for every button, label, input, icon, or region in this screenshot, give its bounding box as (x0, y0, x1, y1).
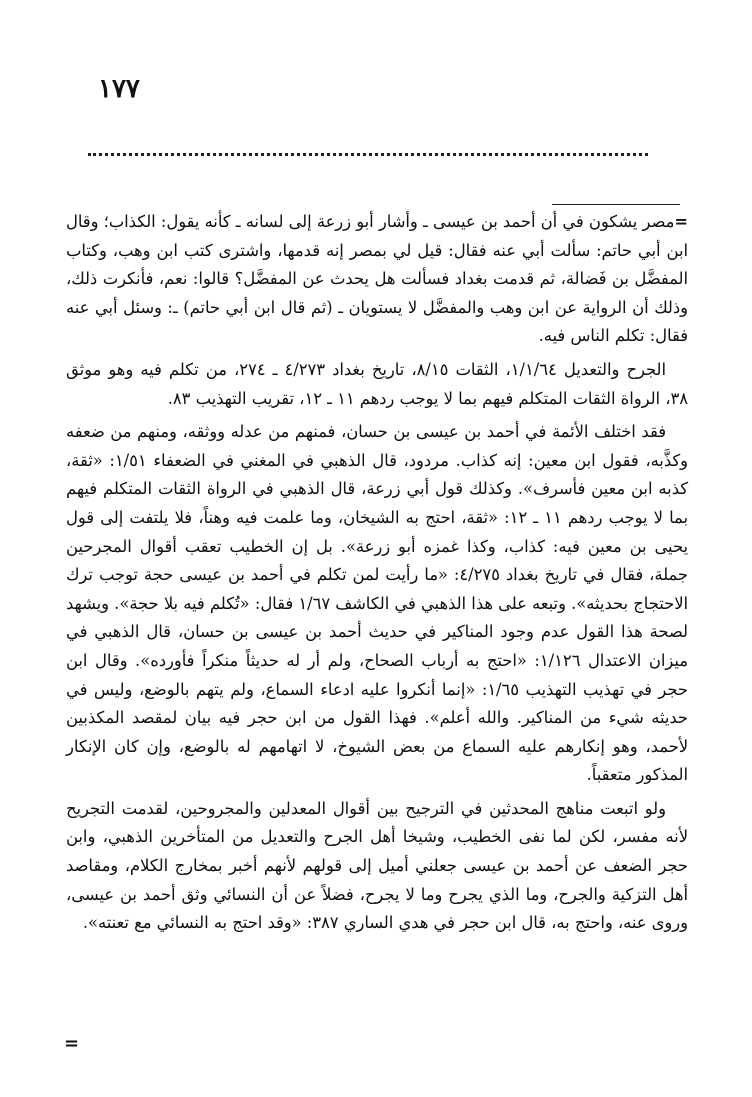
page-number: ١٧٧ (98, 74, 140, 104)
footnote-paragraph-4: ولو اتبعت مناهج المحدثين في الترجيح بين أقوال المعدلين والمجروحين، لقدمت التجريح لأنه مفسر، لكن لما نفى الخطيب، وشيخا أهل الجرح والتعديل من المتأخرين الذهبي، وابن حجر الضعف عن أحمد بن عيسى جعلني أميل إلى قولهم لأنهم أخبر بمخارج الكلام، ومقاصد أهل التزكية والجرح، وما الذي يجرح وما لا يجرح، فضلاً عن أن النسائي وثق أحمد بن عيسى، وروى عنه، واحتج به، قال ابن حجر في هدي الساري ٣٨٧: «وقد احتج به النسائي مع تعنته». (66, 798, 688, 933)
footnote-paragraph-3: فقد اختلف الأئمة في أحمد بن عيسى بن حسان، فمنهم من عدله ووثقه، ومنهم من ضعفه وكذَّبه، فقول ابن معين: إنه كذاب. مردود، قال الذهبي في المغني في الضعفاء ١/٥١: «ثقة، كذبه ابن معين فأسرف». وكذلك قول أبي زرعة، قال الذهبي في الرواة الثقات المتكلم فيهم بما لا يوجب ردهم ١١ ـ ١٢: «ثقة، احتج به الشيخان، وما علمت فيه وهناً، فلا يلتفت إلى قول يحيى بن معين فيه: كذاب، وكذا غمزه أبو زرعة». بل إن الخطيب تعقب أقوال المجرحين جملة، فقال في تاريخ بغداد ٤/٢٧٥: «ما رأيت لمن تكلم في أحمد بن عيسى حجة توجب ترك الاحتجاج بحديثه». وتبعه على هذا الذهبي في الكاشف ١/٦٧ فقال: «تُكلم فيه بلا حجة». ويشهد لصحة هذا القول عدم وجود المناكير في حديث أحمد بن عيسى بن حسان، قال الذهبي في ميزان الاعتدال ١/١٢٦: «احتج به أرباب الصحاح، ولم أر له حديثاً منكراً فأورده». وقال ابن حجر في تهذيب التهذيب ١/٦٥: «إنما أنكروا عليه ادعاء السماع، ولم يتهم بالوضع، وليس في حديثه شيء من المناكير. والله أعلم». فهذا القول من ابن حجر فيه بيان لمقصد المكذبين لأحمد، وهو إنكارهم عليه السماع من بعض الشيوخ، لا اتهامهم له بالوضع، وإن كان الإنكار المذكور متعقباً. (66, 422, 689, 785)
continuation-end-marker: = (64, 1033, 80, 1054)
footnote-separator (552, 204, 680, 205)
footnote-paragraph-2: الجرح والتعديل ١/١/٦٤، الثقات ٨/١٥، تاريخ بغداد ٤/٢٧٣ ـ ٢٧٤، من تكلم فيه وهو موثق ٣٨، الرواة الثقات المتكلم فيهم بما لا يوجب ردهم ١١ ـ ١٢، تقريب التهذيب ٨٣. (66, 359, 688, 408)
footnote-paragraph-1 (66, 208, 688, 351)
footnote-body (66, 208, 688, 938)
continuation-start-marker: = (674, 212, 688, 231)
dotted-separator (88, 153, 648, 156)
footnote-paragraph-1-text: مصر يشكون في أن أحمد بن عيسى ـ وأشار أبو زرعة إلى لسانه ـ كأنه يقول: الكذاب؛ وقال ابن أبي حاتم: سألت أبي عنه فقال: قيل لي بمصر إنه قدمها، واشترى كتب ابن وهب، وكتاب المفضَّل بن فَضالة، ثم قدمت بغداد فسألت هل يحدث عن المفضَّل؟ قالوا: نعم، فأنكرت ذلك، وذلك أن الرواية عن ابن وهب والمفضَّل لا يستويان ـ (ثم قال ابن أبي حاتم) ـ: وسئل أبي عنه فقال: تكلم الناس فيه. (66, 212, 688, 346)
